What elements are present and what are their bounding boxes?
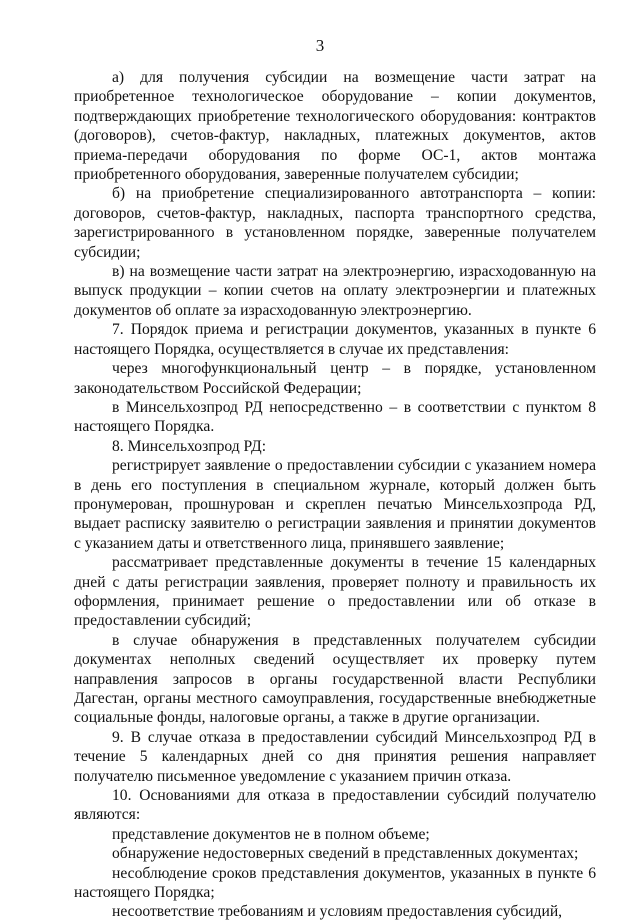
paragraph-6b: б) на приобретение специализированного автотранспорта – копии: договоров, счетов-фактур, накладных, паспорта транспортного средства, зарегистрированного в установленном порядке, заверенные получателем субсидии; bbox=[74, 185, 596, 261]
paragraph-6a: а) для получения субсидии на возмещение части затрат на приобретенное технологическое оборудование – копии документов, подтверждающих приобретение технологического оборудования: контрактов (договоров), счетов-фактур, накладных, платежных документов, актов приема-передачи оборудования по форме ОС-1, актов монтажа приобретенного оборудования, заверенные получателем субсидии; bbox=[74, 69, 596, 184]
paragraph-8-checks: в случае обнаружения в представленных получателем субсидии документах неполных сведений осуществляет их проверку путем направления запросов в органы государственной власти Республики Дагестан, органы местного самоуправления, государственные внебюджетные социальные фонды, налоговые органы, а также в другие организации. bbox=[74, 631, 596, 727]
page-number: 3 bbox=[315, 36, 325, 55]
paragraph-10-false-info: обнаружение недостоверных сведений в представленных документах; bbox=[112, 845, 579, 863]
paragraph-7: 7. Порядок приема и регистрации документов, указанных в пункте 6 настоящего Порядка, осуществляется в случае их представления: bbox=[74, 321, 596, 358]
paragraph-10-requirements: несоответствие требованиям и условиям предоставления субсидий, bbox=[112, 903, 563, 921]
paragraph-10-deadlines: несоблюдение сроков представления документов, указанных в пункте 6 настоящего Порядка; bbox=[74, 864, 596, 902]
paragraph-10-incomplete: представление документов не в полном объеме; bbox=[112, 825, 430, 843]
paragraph-7-direct: в Минсельхозпрод РД непосредственно – в соответствии с пунктом 8 настоящего Порядка. bbox=[74, 398, 596, 436]
paragraph-8-registers: регистрирует заявление о предоставлении субсидии с указанием номера в день его поступления в специальном журнале, который должен быть пронумерован, прошнурован и скреплен печатью Минсельхозпрода РД, выдает расписку заявителю о регистрации заявления и принятии документов с указанием даты и ответственного лица, принявшего заявление; bbox=[74, 457, 596, 552]
paragraph-8: 8. Минсельхозпрод РД: bbox=[112, 437, 267, 455]
paragraph-8-reviews: рассматривает представленные документы в течение 15 календарных дней с даты регистрации заявления, проверяет полноту и правильность их оформления, принимает решение о предоставлении или об отказе в предоставлении субсидий; bbox=[74, 554, 596, 630]
paragraph-10: 10. Основаниями для отказа в предоставлении субсидий получателю являются: bbox=[74, 787, 596, 824]
document-body bbox=[74, 68, 596, 922]
paragraph-9: 9. В случае отказа в предоставлении субсидий Минсельхозпрод РД в течение 5 календарных дней со дня принятия решения направляет получателю письменное уведомление с указанием причин отказа. bbox=[74, 728, 596, 785]
paragraph-7-mfc: через многофункциональный центр – в порядке, установленном законодательством Российской Федерации; bbox=[74, 360, 596, 397]
paragraph-6c: в) на возмещение части затрат на электроэнергию, израсходованную на выпуск продукции – копии счетов на оплату электроэнергии и платежных документов об оплате за израсходованную электроэнергию. bbox=[74, 263, 596, 319]
